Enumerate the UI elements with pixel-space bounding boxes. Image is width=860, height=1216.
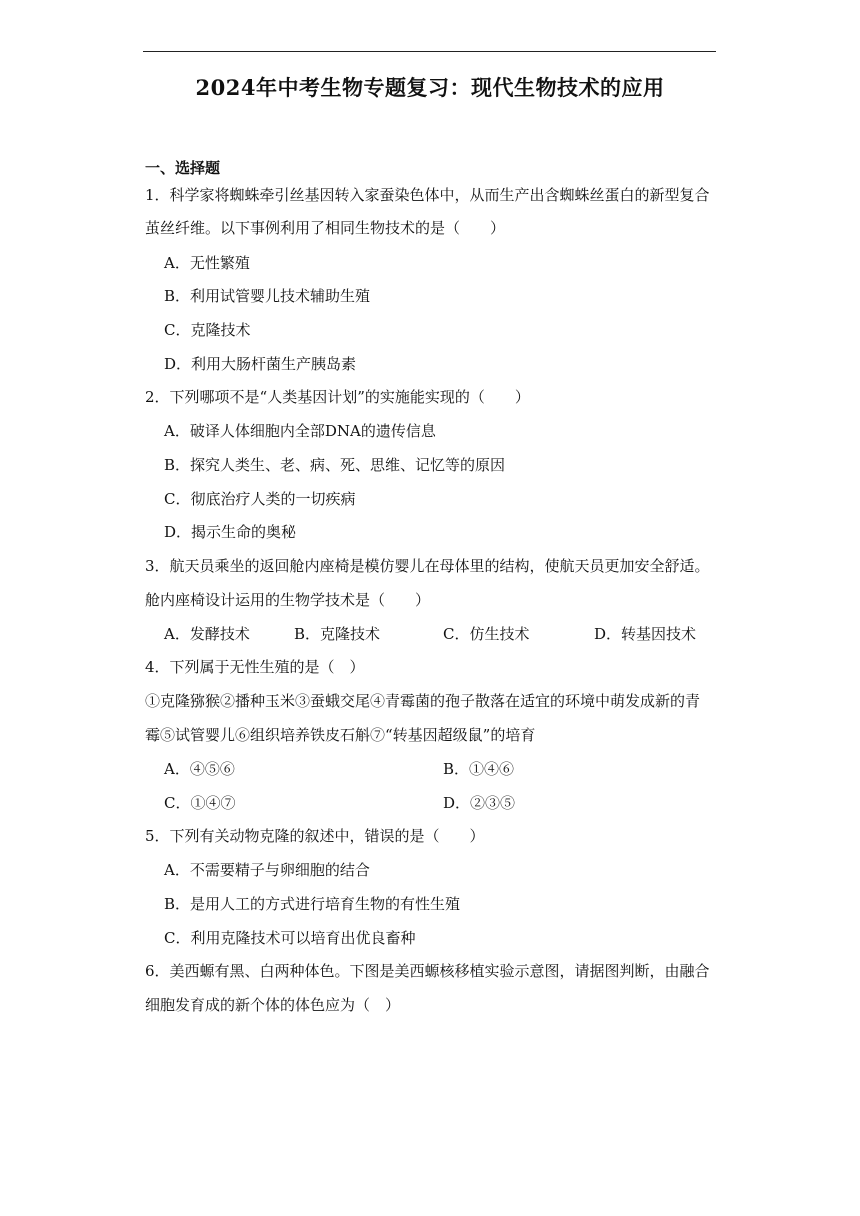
question-1-option-d: D．利用大肠杆菌生产胰岛素 xyxy=(164,355,357,373)
question-1-stem-line-2: 茧丝纤维。以下事例利用了相同生物技术的是（ ） xyxy=(145,219,506,237)
question-4-stem-line-2: ①克隆猕猴②播种玉米③蚕蛾交尾④青霉菌的孢子散落在适宜的环境中萌发成新的青 xyxy=(145,692,701,710)
section-header: 一、选择题 xyxy=(145,159,221,177)
question-5-stem-line-1: 5．下列有关动物克隆的叙述中，错误的是（ ） xyxy=(145,827,485,845)
question-4-option-b: B．①④⑥ xyxy=(443,760,515,778)
question-1-option-b: B．利用试管婴儿技术辅助生殖 xyxy=(164,287,371,305)
question-5-option-c: C．利用克隆技术可以培育出优良畜种 xyxy=(164,929,416,947)
question-2-stem-line-1: 2．下列哪项不是“人类基因计划”的实施能实现的（ ） xyxy=(145,388,530,406)
question-2-option-c: C．彻底治疗人类的一切疾病 xyxy=(164,490,356,508)
question-6-stem-line-1: 6．美西螈有黑、白两种体色。下图是美西螈核移植实验示意图，请据图判断，由融合 xyxy=(145,962,710,980)
question-3-option-c: C．仿生技术 xyxy=(443,625,530,643)
question-6-stem-line-2: 细胞发育成的新个体的体色应为（ ） xyxy=(145,996,401,1014)
question-4-stem-line-1: 4．下列属于无性生殖的是（ ） xyxy=(145,658,365,676)
question-3-option-d: D．转基因技术 xyxy=(594,625,697,643)
document-title: 2024年中考生物专题复习：现代生物技术的应用 xyxy=(195,75,665,100)
question-3-stem-line-2: 舱内座椅设计运用的生物学技术是（ ） xyxy=(145,591,431,609)
question-5-option-a: A．不需要精子与卵细胞的结合 xyxy=(164,861,370,879)
question-1-option-a: A．无性繁殖 xyxy=(164,254,250,272)
question-4-option-d: D．②③⑤ xyxy=(443,794,516,812)
header-rule xyxy=(143,51,716,52)
question-2-option-d: D．揭示生命的奥秘 xyxy=(164,523,297,541)
question-1-option-c: C．克隆技术 xyxy=(164,321,251,339)
question-1-stem-line-1: 1．科学家将蜘蛛牵引丝基因转入家蚕染色体中，从而生产出含蜘蛛丝蛋白的新型复合 xyxy=(145,186,710,204)
question-2-option-b: B．探究人类生、老、病、死、思维、记忆等的原因 xyxy=(164,456,506,474)
question-2-option-a: A．破译人体细胞内全部DNA的遗传信息 xyxy=(164,422,436,440)
question-4-option-c: C．①④⑦ xyxy=(164,794,236,812)
question-4-option-a: A．④⑤⑥ xyxy=(164,760,235,778)
question-3-stem-line-1: 3．航天员乘坐的返回舱内座椅是模仿婴儿在母体里的结构，使航天员更加安全舒适。 xyxy=(145,557,710,575)
question-3-option-a: A．发酵技术 xyxy=(164,625,250,643)
question-5-option-b: B．是用人工的方式进行培育生物的有性生殖 xyxy=(164,895,461,913)
question-4-stem-line-3: 霉⑤试管婴儿⑥组织培养铁皮石斛⑦“转基因超级鼠”的培育 xyxy=(145,726,536,744)
question-3-option-b: B．克隆技术 xyxy=(294,625,381,643)
